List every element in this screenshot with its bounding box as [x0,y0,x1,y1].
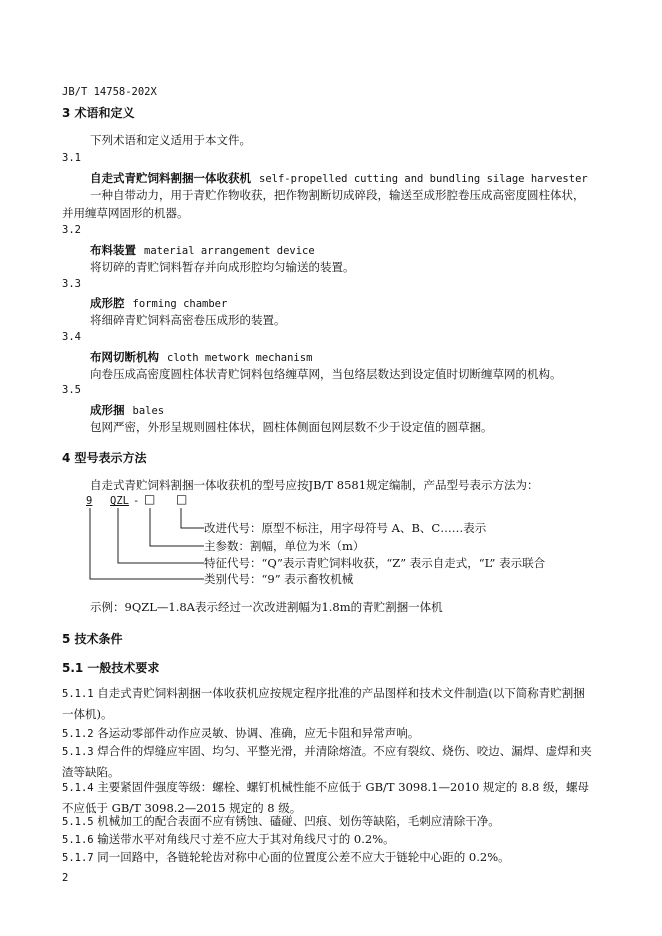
section-4-heading: 4 型号表示方法 [62,451,147,465]
model-code-improve-box: □ [176,492,188,506]
document-id: JB/T 14758-202X [62,86,157,98]
connector-param [150,508,204,546]
label-feature-code: 特征代号：“Q”表示青贮饲料收获，“Z” 表示自走式，“L” 表示联合 [204,556,546,570]
clause-5-1-7 [62,847,594,868]
model-example: 示例：9QZL—1.8A表示经过一次改进割幅为1.8m的青贮割捆一体机 [90,600,443,614]
section-5-1-heading: 5.1 一般技术要求 [62,661,160,675]
term-number: 3.5 [62,384,81,396]
clause-text: 主要紧固件强度等级：螺栓、螺钉机械性能不应低于 GB/T 3098.1—2010 规定的 8.8 级，螺母不应低于 GB/T 3098.2—2015 规定的 8 级。 [62,780,590,815]
term-definition: 将细碎青贮饲料高密卷压成形的装置。 [90,313,286,327]
clause-number: 5.1.6 [62,834,94,846]
term-en: cloth metwork mechanism [167,352,313,364]
connector-improve [181,508,204,528]
label-main-param: 主参数：割幅，单位为米（m） [204,539,365,553]
model-code-category: 9 [86,495,93,507]
label-improve-code: 改进代号：原型不标注，用字母符号 A、B、C……表示 [204,521,487,535]
term-zh: 成形腔 [90,296,125,310]
clause-number: 5.1.2 [62,728,94,740]
connector-category [90,508,204,579]
term-en: material arrangement device [144,245,315,257]
model-code-dash: - [133,495,140,507]
clause-5-1-1 [62,683,594,724]
term-definition: 包网严密，外形呈规则圆柱体状，圆柱体侧面包网层数不少于设定值的圆草捆。 [90,420,493,434]
clause-text: 各运动零部件动作应灵敏、协调、准确，应无卡阻和异常声响。 [97,726,420,740]
section-3-intro: 下列术语和定义适用于本文件。 [90,133,251,147]
clause-number: 5.1.4 [62,782,94,794]
clause-text: 机械加工的配合表面不应有锈蚀、磕碰、凹痕、划伤等缺陷，毛刺应清除干净。 [97,814,500,828]
term-number: 3.2 [62,224,81,236]
term-definition: 向卷压成高密度圆柱体状青贮饲料包络缠草网，当包络层数达到设定值时切断缠草网的机构。 [90,367,562,381]
label-category-code: 类别代号：“9” 表示畜牧机械 [204,572,354,586]
term-number: 3.4 [62,331,81,343]
section-3-heading: 3 术语和定义 [62,106,135,120]
term-definition: 将切碎的青贮饲料暂存并向成形腔均匀输送的装置。 [90,260,355,274]
clause-number: 5.1.7 [62,852,94,864]
term-en: self-propelled cutting and bundling silage harvester [259,173,588,185]
clause-number: 5.1.5 [62,816,94,828]
section-4-intro: 自走式青贮饲料割捆一体收获机的型号应按JB/T 8581规定编制，产品型号表示方法为： [90,478,539,492]
term-zh: 布料装置 [90,243,136,257]
clause-text: 焊合件的焊缝应牢固、均匀、平整光滑，并清除熔渣。不应有裂纹、烧伤、咬边、漏焊、虚焊和夹渣等缺陷。 [62,744,592,779]
model-code-param-box: □ [144,492,156,506]
clause-5-1-3 [62,741,594,782]
term-definition-cont: 并用缠草网固形的机器。 [62,206,189,220]
term-zh: 成形捆 [90,403,125,417]
term-number: 3.3 [62,278,81,290]
clause-text: 自走式青贮饲料割捆一体收获机应按规定程序批准的产品图样和技术文件制造(以下简称青贮割捆一体机)。 [62,686,585,721]
model-code-feature: QZL [110,495,129,507]
section-5-heading: 5 技术条件 [62,632,123,646]
term-zh: 布网切断机构 [90,350,159,364]
term-en: forming chamber [132,298,228,310]
clause-number: 5.1.3 [62,746,94,758]
term-zh: 自走式青贮饲料割捆一体收获机 [90,171,251,185]
clause-text: 同一回路中，各链轮轮齿对称中心面的位置度公差不应大于链轮中心距的 0.2%。 [97,850,510,864]
clause-number: 5.1.1 [62,688,94,700]
term-definition: 一种自带动力，用于青贮作物收获，把作物割断切成碎段，输送至成形腔卷压成高密度圆柱体状， [90,188,585,202]
connector-feature [118,508,204,563]
term-number: 3.1 [62,152,81,164]
clause-text: 输送带水平对角线尺寸差不应大于其对角线尺寸的 0.2%。 [97,832,395,846]
page-number: 2 [62,872,69,884]
term-en: bales [132,405,165,417]
